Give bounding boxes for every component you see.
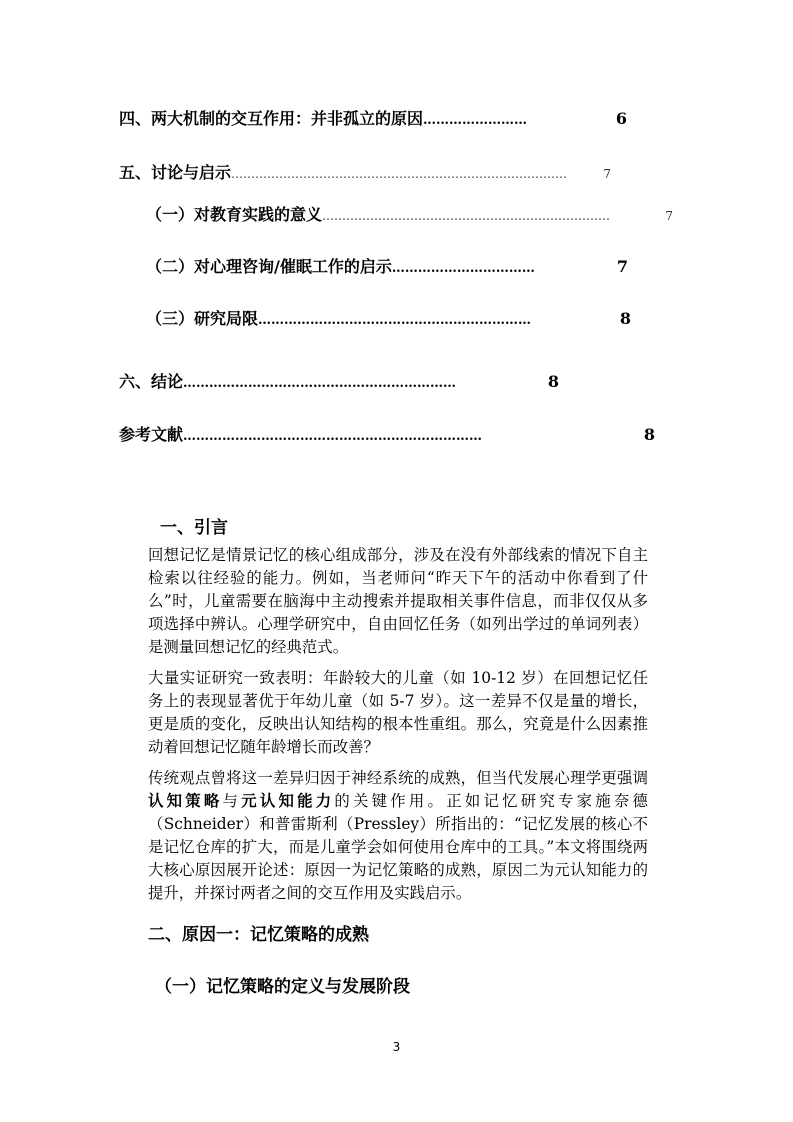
paragraph-text: 的关键作用。正如记忆研究专家施奈德（Schneider）和普雷斯利（Pressley）所指出的：“记忆发展的核心不是记忆仓库的扩大，而是儿童学会如何使用仓库中的工具。”本文将围绕两大核心原因展开论述：原因一为记忆策略的成熟，原因二为元认知能力的提升，并探讨两者之间的交互作用及实践启示。 bbox=[148, 792, 648, 902]
toc-entry[interactable] bbox=[119, 106, 627, 129]
toc-leader-dots: …………………………… bbox=[391, 261, 535, 276]
toc-entry[interactable] bbox=[119, 369, 559, 392]
body-paragraph: 回想记忆是情景记忆的核心组成部分，涉及在没有外部线索的情况下自主检索以往经验的能力。例如，当老师问“昨天下午的活动中你看到了什么”时，儿童需要在脑海中主动搜索并提取相关事件信息，而非仅仅从多项选择中辨认。心理学研究中，自由回忆任务（如列出学过的单词列表）是测量回想记忆的经典范式。 bbox=[148, 546, 648, 656]
emphasis-text: 元认知能力 bbox=[241, 792, 335, 810]
toc-leader-dots: …………………… bbox=[423, 113, 528, 128]
paragraph-text: 传统观点曾将这一差异归因于神经系统的成熟，但当代发展心理学更强调 bbox=[148, 769, 648, 787]
toc-leader-dots: ……………………………………………………… bbox=[258, 313, 532, 328]
section-heading: 一、引言 bbox=[160, 518, 228, 538]
body-paragraph: 大量实证研究一致表明：年龄较大的儿童（如 10-12 岁）在回想记忆任务上的表现显著优于年幼儿童（如 5-7 岁）。这一差异不仅是量的增长，更是质的变化，反映出认知结构的根本性重组。那么，究竟是什么因素推动着回想记忆随年龄增长而改善？ bbox=[148, 669, 648, 756]
toc-entry-title: 四、两大机制的交互作用：并非孤立的原因 bbox=[119, 109, 424, 128]
toc-page-number: 8 bbox=[619, 309, 631, 328]
section-heading: 二、原因一：记忆策略的成熟 bbox=[148, 925, 369, 945]
toc-leader-dots: ……………………………………………………… bbox=[183, 376, 457, 391]
toc-entry-title: 六、结论 bbox=[119, 372, 184, 391]
emphasis-text: 认知策略 bbox=[148, 792, 223, 810]
toc-page-number: 8 bbox=[547, 372, 559, 391]
toc-entry-title: 五、讨论与启示 bbox=[119, 163, 232, 182]
body-paragraph bbox=[148, 767, 648, 905]
toc-entry-title: （二）对心理咨询/催眠工作的启示 bbox=[146, 257, 392, 276]
toc-page-number: 8 bbox=[643, 425, 655, 444]
toc-page-number: 6 bbox=[615, 109, 627, 128]
toc-leader-dots: …………………………………………………………… bbox=[183, 429, 483, 444]
toc-entry-title: （一）对教育实践的意义 bbox=[146, 205, 323, 224]
toc-page-number: 7 bbox=[616, 257, 628, 276]
toc-page-number: 7 bbox=[665, 209, 673, 223]
toc-entry-title: （三）研究局限 bbox=[146, 309, 259, 328]
toc-leader-dots: ………………………………………………………………………… bbox=[231, 167, 568, 181]
toc-entry[interactable] bbox=[119, 160, 611, 183]
toc-leader-dots: ……………………………………………………………… bbox=[322, 209, 611, 223]
toc-entry[interactable] bbox=[146, 306, 631, 329]
paragraph-text: 与 bbox=[222, 792, 242, 810]
toc-entry[interactable] bbox=[146, 202, 673, 225]
toc-entry[interactable] bbox=[146, 254, 628, 277]
toc-entry-title: 参考文献 bbox=[119, 425, 184, 444]
subsection-heading: （一）记忆策略的定义与发展阶段 bbox=[155, 977, 410, 997]
toc-page-number: 7 bbox=[603, 167, 611, 181]
page-number: 3 bbox=[392, 1040, 401, 1054]
toc-entry[interactable] bbox=[119, 422, 655, 445]
